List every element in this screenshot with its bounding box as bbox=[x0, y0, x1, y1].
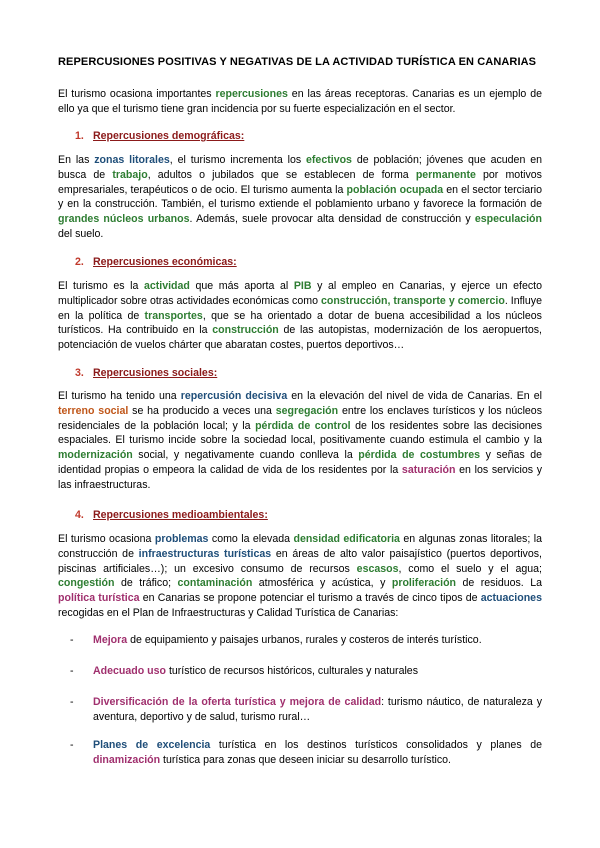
bullet-marker: - bbox=[70, 634, 74, 646]
section-number: 4. bbox=[75, 509, 84, 521]
highlighted-term: terreno social bbox=[58, 404, 129, 417]
highlighted-term: Diversificación de la oferta turística y mejora de calidad bbox=[93, 696, 382, 708]
highlighted-term: política turística bbox=[58, 592, 140, 605]
section-heading-text: Repercusiones económicas: bbox=[93, 256, 237, 268]
highlighted-term: problemas bbox=[154, 533, 209, 545]
list-item bbox=[70, 738, 542, 768]
highlighted-term: actividad bbox=[143, 280, 190, 292]
section-heading-text: Repercusiones demográficas: bbox=[93, 130, 245, 142]
bullet-marker: - bbox=[70, 696, 74, 708]
document-title: REPERCUSIONES POSITIVAS Y NEGATIVAS DE LA ACTIVIDAD TURÍSTICA EN CANARIAS bbox=[58, 56, 537, 68]
highlighted-term: congestión bbox=[58, 577, 115, 590]
list-item bbox=[70, 633, 542, 648]
section-heading-demographic bbox=[75, 130, 244, 142]
highlighted-term: transportes bbox=[144, 309, 203, 322]
highlighted-term: actuaciones bbox=[480, 592, 542, 605]
highlighted-term: Adecuado uso bbox=[93, 665, 166, 677]
highlighted-term: Planes de excelencia bbox=[93, 739, 211, 751]
highlighted-term: Mejora bbox=[93, 634, 128, 646]
highlighted-term: repercusión decisiva bbox=[180, 390, 288, 402]
highlighted-term: efectivos bbox=[306, 154, 352, 166]
list-item-text: Adecuado uso turístico de recursos históricos, culturales y naturales bbox=[93, 665, 418, 677]
list-item-text: Diversificación de la oferta turística y mejora de calidad: turismo náutico, de naturaleza y aventura, deportivo y de salud, turismo rural… bbox=[93, 696, 542, 723]
highlighted-term: dinamización bbox=[93, 753, 161, 766]
section-heading-text: Repercusiones sociales: bbox=[93, 367, 218, 379]
highlighted-term: pérdida de costumbres bbox=[358, 449, 481, 462]
intro-paragraph: El turismo ocasiona importantes repercusiones en las áreas receptoras. Canarias es un ejemplo de ello ya que el turismo tiene gran incidencia por su fuerte especialización en el sector. bbox=[58, 88, 542, 115]
highlighted-term: grandes núcleos urbanos bbox=[58, 213, 190, 226]
section-paragraph-environmental: El turismo ocasiona problemas como la elevada densidad edificatoria en algunas zonas litorales; la construcción de infraestructuras turísticas en áreas de alto valor paisajístico (puertos deportivos, piscinas artificiales…); un excesivo consumo de recursos escasos, como el suelo y el agua; congestión de tráfico; contaminación atmosférica y acústica, y proliferación de residuos. La política turística en Canarias se propone potenciar el turismo a través de cinco tipos de actuaciones recogidas en el Plan de Infraestructuras y Calidad Turística de Canarias: bbox=[58, 533, 543, 619]
highlighted-term: construcción bbox=[212, 324, 279, 337]
list-item bbox=[70, 664, 542, 679]
bullet-marker: - bbox=[70, 739, 74, 751]
bullet-marker: - bbox=[70, 665, 74, 677]
section-paragraph-social: El turismo ha tenido una repercusión decisiva en la elevación del nivel de vida de Canarias. En el terreno social se ha producido a veces una segregación entre los enclaves turísticos y los núcleos residenciales de la población local; y la pérdida de control de los residentes sobre las decisiones espaciales. El turismo incide sobre la sociedad local, positivamente cuando estimula el cambio y la modernización social, y negativamente cuando conlleva la pérdida de costumbres y señas de identidad propias o empeora la calidad de vida de los residentes por la saturación en los servicios y las infraestructuras. bbox=[58, 390, 543, 491]
highlighted-term: modernización bbox=[58, 449, 133, 462]
section-heading-social bbox=[75, 367, 217, 379]
section-heading-text: Repercusiones medioambientales: bbox=[93, 509, 268, 521]
highlighted-term: repercusiones bbox=[215, 88, 288, 100]
list-item-text: Planes de excelencia turística en los destinos turísticos consolidados y planes de dinamización turística para zonas que deseen iniciar su desarrollo turístico. bbox=[93, 739, 542, 766]
section-heading-economic bbox=[75, 256, 237, 268]
section-paragraph-economic: El turismo es la actividad que más aporta al PIB y al empleo en Canarias, y ejerce un efecto multiplicador sobre otras actividades económicas como construcción, transporte y comercio. Influye en la política de transportes, que se ha orientado a dotar de buena accesibilidad a los núcleos turísticos. Ha contribuido en la construcción de las autopistas, modernización de los aeropuertos, potenciación de vuelos chárter que abaratan costes, puertos deportivos… bbox=[58, 280, 542, 352]
highlighted-term: segregación bbox=[275, 404, 339, 417]
highlighted-term: escasos bbox=[356, 562, 399, 575]
highlighted-term: trabajo bbox=[112, 168, 148, 181]
section-number: 2. bbox=[75, 256, 84, 268]
list-item bbox=[70, 695, 542, 725]
section-heading-environmental bbox=[75, 509, 268, 521]
highlighted-term: construcción, transporte y comercio bbox=[320, 294, 505, 307]
section-number: 3. bbox=[75, 367, 84, 379]
highlighted-term: proliferación bbox=[391, 577, 457, 590]
highlighted-term: permanente bbox=[415, 168, 476, 181]
list-item-text: Mejora de equipamiento y paisajes urbanos, rurales y costeros de interés turístico. bbox=[93, 634, 482, 646]
highlighted-term: PIB bbox=[293, 280, 312, 292]
highlighted-term: saturación bbox=[401, 463, 456, 476]
section-number: 1. bbox=[75, 130, 84, 142]
highlighted-term: contaminación bbox=[177, 577, 253, 590]
highlighted-term: densidad edificatoria bbox=[293, 533, 400, 545]
highlighted-term: población ocupada bbox=[346, 183, 444, 196]
highlighted-term: infraestructuras turísticas bbox=[138, 547, 272, 560]
highlighted-term: especulación bbox=[474, 213, 542, 226]
section-paragraph-demographic: En las zonas litorales, el turismo incrementa los efectivos de población; jóvenes que acuden en busca de trabajo, adultos o jubilados que se establecen de forma permanente por motivos empresariales, terapéuticos o de ocio. El turismo aumenta la población ocupada en el sector terciario y en la construcción. También, el turismo extiende el poblamiento urbano y favorece la formación de grandes núcleos urbanos. Además, suele provocar alta densidad de construcción y especulación del suelo. bbox=[58, 154, 542, 240]
highlighted-term: zonas litorales bbox=[94, 154, 170, 166]
highlighted-term: pérdida de control bbox=[255, 419, 351, 432]
